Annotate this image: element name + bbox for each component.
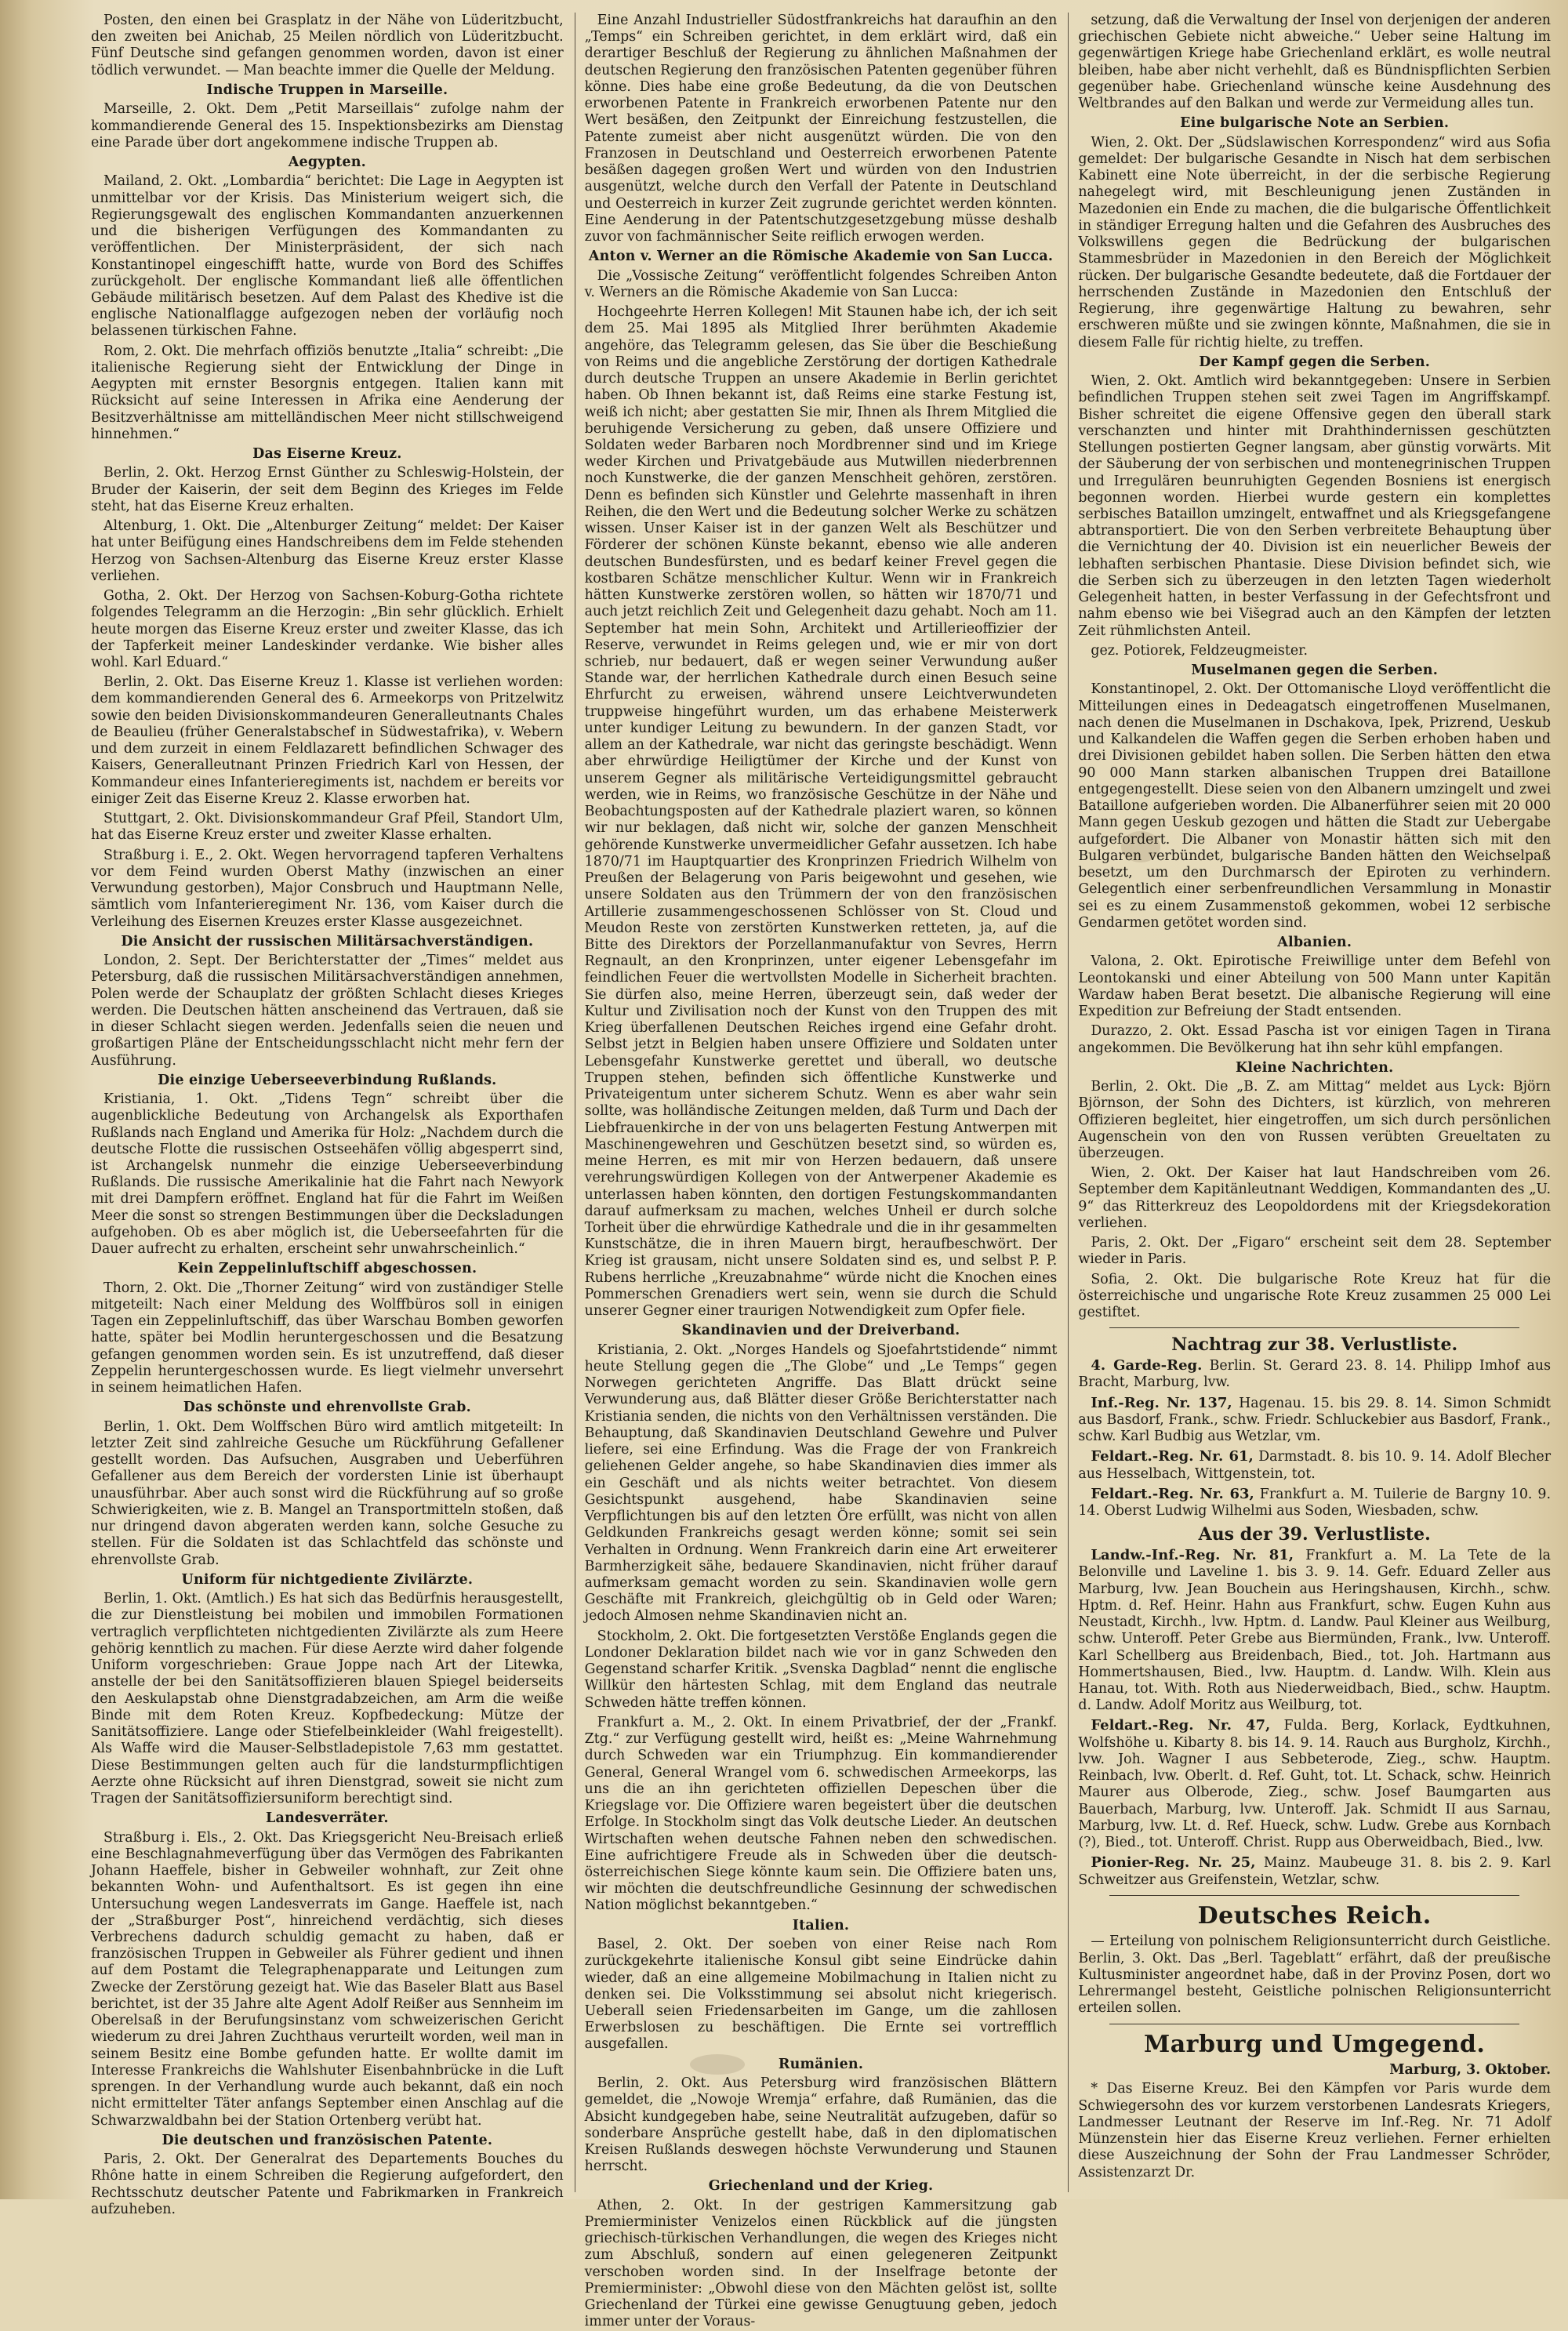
article-heading: Das schönste und ehrenvollste Grab. (183, 1400, 471, 1416)
article-heading: Das Eiserne Kreuz. (252, 446, 402, 463)
article-heading: Rumänien. (778, 2056, 864, 2072)
column-3 (1068, 13, 1551, 2192)
article (1078, 935, 1551, 1057)
article (585, 249, 1058, 1320)
article-paragraph: Straßburg i. Els., 2. Okt. Das Kriegsgericht Neu-Breisach erließ eine Beschlagnahmeverfügung über das Vermögen des Fabrikanten Johann Haeffele, bisher in Gebweiler wohnhaft, zur Zeit ohne bekannten Wohn- und Aufenthaltsort. Es ist gegen ihn eine Untersuchung wegen Landesverrats im Gange. Haeffele ist, nach der „Straßburger Post“, hinreichend verdächtig, sich dieses Verbrechens dadurch schuldig gemacht zu haben, daß er französischen Truppen in Gebweiler als Führer gedient und ihnen auf dem Postamt die Telegraphenapparate und Leitungen zum Zwecke der Zerstörung gezeigt hat. Wie das Baseler Blatt aus Basel berichtet, ist der 35 Jahre alte Agent Adolf Reißer aus Sennheim im Oberelsaß in der Berufungsinstanz vom schweizerischen Gericht wiederum zu drei Jahren Zuchthaus verurteilt worden, weil man in seinem Besitz eine Bombe gefunden hatte. Er wollte damit im Interesse Frankreichs die Wahlshuter Eisenbahnbrücke in die Luft sprengen. In der Verhandlung wurde auch bekannt, daß ein noch nicht ermittelter Täter anfangs September einen Anschlag auf die Schwarzwaldbahn bei der Station Ortenberg verübt hat. (91, 1829, 564, 2129)
casualty-entry (1078, 1448, 1551, 1482)
article-paragraph: Durazzo, 2. Okt. Essad Pascha ist vor einigen Tagen in Tirana angekommen. Die Bevölkerung hat ihn sehr kühl empfangen. (1078, 1023, 1552, 1056)
article (585, 1323, 1058, 1914)
divider (1109, 1895, 1519, 1896)
article-paragraph: Altenburg, 1. Okt. Die „Altenburger Zeitung“ meldet: Der Kaiser hat unter Beifügung eines Handschreibens dem im Felde stehenden Herzog von Sachsen-Altenburg das Eiserne Kreuz erster Klasse verliehen. (91, 518, 564, 584)
casualty-text: Hagenau. 15. bis 29. 8. 14. Simon Schmidt aus Basdorf, Frank., schw. Friedr. Schluckebier aus Basdorf, Frank., schw. Karl Budbig aus Wetzlar, vm. (1078, 1395, 1552, 1445)
article-paragraph: London, 2. Sept. Der Berichterstatter der „Times“ meldet aus Petersburg, daß die russischen Militärsachverständigen annehmen, Polen werde der Schauplatz der größten Schlacht dieses Krieges werden. Die Deutschen hätten anscheinend das Vertrauen, daß sie in dieser Schlacht siegen werden. Jedenfalls seien die neuen und großartigen Pläne der Entscheidungsschlacht nicht mehr fern der Ausführung. (91, 953, 564, 1069)
article-paragraph: setzung, daß die Verwaltung der Insel von derjenigen der anderen griechischen Gebiete nicht abweiche.“ Ueber seine Haltung im gegenwärtigen Kriege habe Griechenland erklärt, es wolle neutral bleiben, habe aber nicht verhehlt, daß es Bündnispflichten Serbien gegenüber habe. Griechenland wünsche keine Ausdehnung des Weltbrandes auf den Balkan und werde zur Vermeidung alles tun. (1078, 13, 1552, 112)
article (585, 1918, 1058, 2053)
article-heading: Kleine Nachrichten. (1235, 1059, 1394, 1076)
article-paragraph: Berlin, 2. Okt. Das Eiserne Kreuz 1. Klasse ist verliehen worden: dem kommandierenden General des 6. Armeekorps von Pritzelwitz sowie den beiden Divisionskommandeuren Generalleutnants Chales de Beaulieu (früher Generalstabschef in Südwestafrika), v. Webern und dem zurzeit in einem Feldlazarett befindlichen Schwager des Kaisers, Generalleutnant Prinzen Friedrich Karl von Hessen, der Kommandeur eines Infanterieregiments ist, nachdem er bereits vor einiger Zeit das Eiserne Kreuz 2. Klasse erworben hat. (91, 674, 564, 807)
article-paragraph: Berlin, 2. Okt. Die „B. Z. am Mittag“ meldet aus Lyck: Björn Björnson, der Sohn des Dichters, ist kürzlich, von mehreren Offizieren begleitet, hier eingetroffen, um sich durch persönlichen Augenschein von den von Russen verübten Greueltaten zu überzeugen. (1078, 1079, 1552, 1162)
article-heading: Albanien. (1277, 934, 1352, 950)
article-paragraph: Straßburg i. E., 2. Okt. Wegen hervorragend tapferen Verhaltens vor dem Feind wurden Oberst Mathy (inzwischen an einer Verwundung gestorben), Major Consbruch und Hauptmann Nelle, sämtlich vom Infanterieregiment Nr. 136, vom Kaiser durch die Verleihung des Eisernen Kreuzes erster Klasse ausgezeichnet. (91, 847, 564, 930)
casualty-unit: 4. Garde-Reg. (1091, 1357, 1203, 1374)
article-paragraph: Mailand, 2. Okt. „Lombardia“ berichtet: Die Lage in Aegypten ist unmittelbar vor der Krisis. Das Ministerium weigert sich, die Regierungsgewalt des englischen Kommandanten anzuerkennen und die bisherigen Verfügungen des Kommandanten zu veröffentlichen. Der Ministerpräsident, der sich nach Konstantinopel eingeschifft hatte, wurde von Bord des Schiffes zurückgeholt. Der englische Kommandant ließ alle öffentlichen Gebäude militärisch besetzen. Auf dem Palast des Khedive ist die englische Nationalflagge aufgezogen neben der vorläufig noch belassenen türkischen Fahne. (91, 173, 564, 339)
casualty-unit: Landw.-Inf.-Reg. Nr. 81, (1091, 1547, 1294, 1564)
article (1078, 663, 1551, 931)
casualty-text: Darmstadt. 8. bis 10. 9. 14. Adolf Blecher aus Hesselbach, Wittgenstein, tot. (1078, 1449, 1552, 1482)
article-paragraph: Hochgeehrte Herren Kollegen! Mit Staunen habe ich, der ich seit dem 25. Mai 1895 als Mitglied Ihrer berühmten Akademie angehöre, das Telegramm gelesen, das Sie über die Beschießung von Reims und die angebliche Zerstörung der dortigen Kathedrale durch deutsche Truppen an unsere Akademie in Berlin gerichtet haben. Ob Ihnen bekannt ist, daß Reims eine starke Festung ist, weiß ich nicht; aber gestatten Sie mir, Ihnen als Ihrem Mitglied die beruhigende Versicherung zu geben, daß unsere Offiziere und Soldaten weder Barbaren noch Mordbrenner sind und im Kriege weder Kirchen und Privatgebäude aus Mutwillen niederbrennen noch Kunstwerke, die der ganzen Menschheit gehören, zerstören. Denn es befinden sich Künstler und Gelehrte massenhaft in ihren Reihen, die den Wert und die Bedeutung solcher Werke zu schätzen wissen. Unser Kaiser ist in der ganzen Welt als Beschützer und Förderer der schönen Künste bekannt, ebenso wie alle anderen deutschen Bundesfürsten, und es bedarf keiner Frevel gegen die kostbaren Schätze menschlicher Kultur. Wenn wir in Frankreich hätten Kunstwerke zerstören wollen, so hätten wir 1870/71 und auch jetzt reichlich Zeit und Gelegenheit dazu gehabt. Noch am 11. September hat mein Sohn, Architekt und Artillerieoffizier der Reserve, verwundet in Reims gelegen und, wie er mir von dort schrieb, nur bedauert, daß er wegen seiner Verwundung außer Stande war, der herrlichen Kathedrale durch einen Besuch seine Ehrfurcht zu erweisen, während unsere Leichtverwundeten truppweise hingeführt wurden, um das erhabene Meisterwerk unter kundiger Leitung zu bewundern. In der ganzen Stadt, vor allem an der Kathedrale, war nicht das geringste beschädigt. Wenn aber ehrwürdige Heiligtümer der Kirche und der Kunst von unserem Gegner als militärische Verteidigungsmittel gebraucht werden, wie in Reims, wo französische Geschütze in der Nähe und Beobachtungsposten auf der Kathedrale plaziert waren, so können wir nur beklagen, daß nicht wir, solche der ganzen Menschheit gehörende Kunstwerke unvermeidlicher Gefahr aussetzen. Ich habe 1870/71 im Hauptquartier des Kronprinzen Friedrich Wilhelm von Preußen der Belagerung von Paris beigewohnt und gesehen, wie unsere Soldaten aus den Trümmern der von den französischen Artillerie zusammengeschossenen Schlösser von St. Cloud und Meudon Reste von zerstörten Kunstwerken retteten, ja, auf die Bitte des Direktors der Porzellanmanufaktur von Sevres, Herrn Regnault, an den Kronprinzen, unter eigener Lebensgefahr im feindlichen Feuer die wertvollsten Modelle in Sicherheit brachten. Sie dürfen also, meine Herren, überzeugt sein, daß weder der Kultur und Zivilisation noch der Kunst von den Truppen des mit Krieg überfallenen Deutschen Reiches irgend eine Gefahr droht. Selbst jetzt in Belgien haben unsere Offiziere und Soldaten unter Lebensgefahr Kunstwerke gerettet und überall, wo deutsche Truppen stehen, befinden sich öffentliche Kunstwerke und Privateigentum unter sicherem Schutz. Wenn es aber wahr sein sollte, was holländische Zeitungen melden, daß Turm und Dach der Liebfrauenkirche in der von uns belagerten Festung Antwerpen mit Maschinengewehren und Geschützen besetzt sind, so würden es, meine Herren, es mit mir von Herzen bedauern, daß unsere verehrungswürdigen Kollegen von der Antwerpener Akademie es unterlassen haben könnten, den dortigen Festungskommandanten darauf aufmerksam zu machen, welches Unheil er durch solche Torheit über die ehrwürdige Kathedrale und die in ihr gesammelten Kunstschätze, die in ihren Mauern birgt, heraufbeschwört. Der Krieg ist grausam, nicht unsere Soldaten sind es, und selbst P. P. Rubens herrliche „Kreuzabnahme“ würde nicht die Knochen eines Pommerschen Grenadiers wert sein, wenn sie durch die Schuld unserer Gegner einer traurigen Notwendigkeit zum Opfer fiele. (584, 304, 1058, 1320)
casualty-list-heading: Nachtrag zur 38. Verlustliste. (1171, 1334, 1458, 1356)
article (1078, 1060, 1551, 1322)
article-heading: Kein Zeppelinluftschiff abgeschossen. (177, 1261, 477, 1277)
article-paragraph: Berlin, 1. Okt. Dem Wolffschen Büro wird amtlich mitgeteilt: In letzter Zeit sind zahlreiche Gesuche um Rückführung Gefallener gestellt worden. Das Aufsuchen, Ausgraben und Ueberführen Gefallener aus dem Bereich der vordersten Linie ist überhaupt unausführbar. Aber auch sonst wird die Rückführung auf so große Schwierigkeiten, wie z. B. Mangel an Transportmitteln stoßen, daß nur dringend davon abgeraten werden kann, solche Gesuche zu stellen. Für die Soldaten ist das Schlachtfeld das schönste und ehrenvollste Grab. (91, 1418, 564, 1568)
casualty-unit: Inf.-Reg. Nr. 137, (1091, 1394, 1232, 1411)
casualty-entry (1078, 1486, 1551, 1520)
section-heading-local: Marburg und Umgegend. (1144, 2030, 1486, 2058)
casualty-unit: Feldart.-Reg. Nr. 61, (1091, 1448, 1254, 1465)
article (91, 1572, 564, 1807)
article (91, 2133, 564, 2218)
article (585, 2057, 1058, 2176)
article-heading: Griechenland und der Krieg. (708, 2178, 934, 2195)
article (91, 1261, 564, 1396)
article-heading: Muselmanen gegen die Serben. (1191, 663, 1439, 679)
article-paragraph: Berlin, 2. Okt. Aus Petersburg wird französischen Blättern gemeldet, die „Nowoje Wremja“ erfahre, daß Rumänien, das die Absicht kundgegeben habe, seine Neutralität aufzugeben, dafür so sonderbare Ansprüche gestellt habe, daß in den diplomatischen Kreisen Rußlands deswegen höchste Verwunderung und Staunen herrscht. (584, 2075, 1058, 2175)
article-paragraph: Berlin, 2. Okt. Herzog Ernst Günther zu Schleswig-Holstein, der Bruder der Kaiserin, der seit dem Beginn des Krieges im Felde steht, hat das Eiserne Kreuz erhalten. (91, 465, 564, 514)
article-paragraph: Paris, 2. Okt. Der „Figaro“ erscheint seit dem 28. September wieder in Paris. (1078, 1235, 1552, 1268)
casualty-entry (1078, 1395, 1551, 1446)
article (91, 934, 564, 1069)
casualty-text: Mainz. Maubeuge 31. 8. bis 2. 9. Karl Schweitzer aus Greifenstein, Wetzlar, schw. (1078, 1855, 1552, 1888)
column-container (91, 13, 1552, 2330)
casualty-text: Berlin. St. Gerard 23. 8. 14. Philipp Imhof aus Bracht, Marburg, lvw. (1078, 1358, 1552, 1391)
article-paragraph: Kristiania, 1. Okt. „Tidens Tegn“ schreibt über die augenblickliche Bedeutung von Archangelsk als Exporthafen Rußlands nach England und Amerika für Holz: „Nachdem durch die deutsche Flotte die russischen Ostseehäfen völlig abgesperrt sind, ist Archangelsk nunmehr die einzige Ueberseeverbindung Rußlands. Die russische Amerikalinie hat die Fahrt nach Newyork mit drei Dampfern eröffnet. England hat für die Fahrt im Weißen Meer die sonst so strengen Bestimmungen über die Decksladungen aufgehoben. Ob es aber möglich ist, die Ueberseefahrten für die Dauer aufrecht zu erhalten, erscheint sehr unwahrscheinlich.“ (91, 1091, 564, 1258)
article (585, 13, 1058, 245)
article-paragraph: Rom, 2. Okt. Die mehrfach offiziös benutzte „Italia“ schreibt: „Die italienische Regierung sieht der Entwicklung der Dinge in Aegypten mit ernster Besorgnis entgegen. Italien kann mit Rücksicht auf seine Interessen in Afrika eine Aenderung der Besitzverhältnisse am mittelländischen Meer nicht stillschweigend hinnehmen.“ (91, 343, 564, 442)
divider (1109, 1327, 1519, 1328)
article-paragraph: Gotha, 2. Okt. Der Herzog von Sachsen-Koburg-Gotha richtete folgendes Telegramm an die Herzogin: „Bin sehr glücklich. Erhielt heute morgen das Eiserne Kreuz erster und zweiter Klasse, das ich der Tapferkeit meiner Landeskinder verdanke. Wie bisher alles wohl. Karl Eduard.“ (91, 588, 564, 670)
article (91, 1400, 564, 1568)
article (91, 82, 564, 151)
article-paragraph: Kristiania, 2. Okt. „Norges Handels og Sjoefahrtstidende“ nimmt heute Stellung gegen die „The Globe“ und „Le Temps“ gegen Norwegen gerichteten Angriffe. Das Blatt drückt seine Verwunderung aus, daß Blätter dieser Größe Berichterstatter nach Kristiania senden, die nichts von den Verhältnissen verständen. Die Behauptung, daß Skandinavien Deutschland Gewehre und Pulver liefere, sei eine Erfindung. Was die Frage der von Frankreich geliehenen Gelder angehe, so habe Skandinavien dies immer als ein Geschäft und als nichts weiter betrachtet. Von diesem Gesichtspunkt ausgehend, habe Skandinavien seine Verpflichtungen bis auf den letzten Öre erfüllt, was nicht von allen Geldkunden Frankreichs gesagt werden könne; somit sei sein Verhalten in Ordnung. Wenn Frankreich darin eine Art erweiterer Barmherzigkeit sähe, bedauere Skandinavien, nicht früher darauf aufmerksam gemacht worden zu sein. Skandinavien wolle gern Geschäfte mit Frankreich, gleichgültig ob in Geld oder Waren; jedoch Almosen nehme Skandinavien nicht an. (584, 1342, 1058, 1625)
casualty-unit: Pionier-Reg. Nr. 25, (1091, 1854, 1256, 1872)
article-paragraph: Berlin, 1. Okt. (Amtlich.) Es hat sich das Bedürfnis herausgestellt, die zur Dienstleistung bei mobilen und immobilen Formationen vertraglich verpflichteten nichtgedienten Zivilärzte als zum Heere gehörig kenntlich zu machen. Für diese Aerzte wird daher folgende Uniform vorgeschrieben: Graue Joppe nach Art der Litewka, anstelle der bei den Sanitätsoffizieren blauen Spiegel beiderseits den Aeskulapstab ohne Dienstgradabzeichen, am Arm die weiße Binde mit dem Roten Kreuz. Kopfbedeckung: Mütze der Sanitätsoffiziere. Lange oder Stiefelbeinkleider (Wahl freigestellt). Als Waffe wird die Mauser-Selbstladepistole 7,63 mm gestattet. Diese Bestimmungen gelten auch für die landsturmpflichtigen Aerzte ohne Rücksicht auf ihren Dienstgrad, soweit sie nicht zum Tragen der Sanitätsoffiziersuniform berechtigt sind. (91, 1591, 564, 1807)
section-heading-reich: Deutsches Reich. (1197, 1901, 1432, 1930)
casualty-entry (1078, 1717, 1551, 1851)
casualty-text: Frankfurt a. M. La Tete de la Belonville und Laveline 1. bis 3. 9. 14. Gefr. Eduard Zeller aus Marburg, lvw. Jean Bouchein aus Heringshausen, Kirchh., schw. Hptm. d. Ref. Heinr. Hahn aus Frankfurt, schw. Eugen Kuhn aus Neustadt, Kirchh., lvw. Hptm. d. Landw. Paul Kleiner aus Weilburg, schw. Unteroff. Peter Grebe aus Biermünden, Frank., lvw. Unteroff. Karl Schellberg aus Breidenbach, Bied., tot. Joh. Hartmann aus Hommertshausen, Bied., lvw. Hauptm. d. Landw. Wilh. Klein aus Hanau, tot. With. Roth aus Niederweidbach, Bied., schw. Hauptm. d. Landw. Adolf Moritz aus Weilburg, tot. (1078, 1548, 1552, 1714)
article-paragraph: Posten, den einen bei Grasplatz in der Nähe von Lüderitzbucht, den zweiten bei Anichab, 25 Meilen nördlich von Lüderitzbucht. Fünf Deutsche sind gefangen genommen worden, davon ist einer tödlich verwundet. — Man beachte immer die Quelle der Meldung. (91, 13, 564, 78)
article (1078, 354, 1551, 659)
article-paragraph: Paris, 2. Okt. Der Generalrat des Departements Bouches du Rhône hatte in einem Schreiben die Regierung aufgefordert, den Rechtsschutz deutscher Patente und Fabrikmarken in Frankreich aufzuheben. (91, 2151, 564, 2217)
casualty-list-heading-2: Aus der 39. Verlustliste. (1198, 1524, 1431, 1545)
article-paragraph: Konstantinopel, 2. Okt. Der Ottomanische Lloyd veröffentlicht die Mitteilungen eines in Dedeagatsch eingetroffenen Muselmanen, nach denen die Muselmanen in Dschakova, Ipek, Prizrend, Ueskub und Kalkandelen die Waffen gegen die Serben erhoben haben und drei Divisionen gebildet haben sollen. Die Serben hätten den etwa 90 000 Mann starken albanischen Truppen drei Bataillone entgegengestellt. Diese seien von den Albanern umzingelt und zwei Bataillone aufgerieben worden. Die Albanerführer seien mit 20 000 Mann gegen Ueskub gezogen und hätten die Stadt zur Uebergabe aufgefordert. Die Albaner von Monastir hätten sich mit den Bulgaren verbündet, bulgarische Banden hätten den Weichselpaß besetzt, um den Durchmarsch der Epiroten zu verhindern. Gelegentlich einer serbenfreundlichen Versammlung in Monastir sei es zu einem Zusammenstoß gekommen, wobei 12 serbische Gendarmen getötet worden sind. (1078, 681, 1552, 931)
column-1 (91, 13, 564, 2217)
article-paragraph: Wien, 2. Okt. Der Kaiser hat laut Handschreiben vom 26. September dem Kapitänleutnant Weddigen, Kommandanten des „U. 9“ das Ritterkreuz des Leopoldordens mit der Kriegsdekoration verliehen. (1078, 1165, 1552, 1231)
article-heading: Die deutschen und französischen Patente. (162, 2132, 493, 2148)
article-paragraph: Wien, 2. Okt. Amtlich wird bekanntgegeben: Unsere in Serbien befindlichen Truppen stehen seit zwei Tagen im Angriffskampf. Bisher schreitet die eigene Offensive gegen den überall stark verschanzten und hinter mit Drahthindernissen geschützten Stellungen postierten Gegner langsam, aber günstig vorwärts. Mit der Säuberung der von serbischen und montenegrinischen Truppen und Irregulären beunruhigten Gegenden Bosniens ist energisch begonnen worden. Hierbei wurde gestern ein komplettes serbisches Bataillon umzingelt, entwaffnet und als Kriegsgefangene abtransportiert. Die von den Serben verbreitete Behauptung über die Vernichtung der 40. Division ist ein neuerlicher Beweis der lebhaften serbischen Phantasie. Diese Division befindet sich, wie die Serben sich zu überzeugen in den letzten Tagen wiederholt Gelegenheit hatten, in bester Verfassung in der Gefechtsfront und nahm ebenso wie bei Višegrad auch an den Kämpfen der letzten Zeit rühmlichsten Anteil. (1078, 373, 1552, 639)
article-paragraph: Frankfurt a. M., 2. Okt. In einem Privatbrief, der der „Frankf. Ztg.“ zur Verfügung gestellt wird, heißt es: „Meine Wahrnehmung durch Schweden war ein Triumphzug. Ein kommandierender General, General Wrangel vom 6. schwedischen Armeekorps, las uns die an ihn gerichteten offiziellen Depeschen über die Kriegslage vor. Die Offiziere waren begeistert über die deutschen Erfolge. In Stockholm singt das Volk deutsche Lieder. An deutschen Wirtschaften wehen deutsche Fahnen neben den schwedischen. Eine aufrichtigere Freude als in Schweden über die deutsch-österreichischen Siege könnte kaum sein. Die Offiziere baten uns, wir möchten die deutschfreundliche Gesinnung der schwedischen Nation möglichst bekanntgeben.“ (584, 1714, 1058, 1914)
article-paragraph: Die „Vossische Zeitung“ veröffentlicht folgendes Schreiben Anton v. Werners an die Römische Akademie von San Lucca: (584, 267, 1058, 300)
article-paragraph: Athen, 2. Okt. In der gestrigen Kammersitzung gab Premierminister Venizelos einen Rückblick auf die jüngsten griechisch-türkischen Verhandlungen, die wegen des Krieges nicht zum Abschluß, sondern auf einen gelegeneren Zeitpunkt verschoben worden sind. In der Inselfrage betonte der Premierminister: „Obwohl diese von den Mächten gelöst ist, sollte Griechenland der Türkei eine gewisse Genugtuung geben, jedoch immer unter der Voraus- (584, 2197, 1058, 2330)
article-paragraph: Sofia, 2. Okt. Die bulgarische Rote Kreuz hat für die österreichische und ungarische Rote Kreuz zusammen 25 000 Lei gestiftet. (1078, 1271, 1552, 1321)
article-heading: Die einzige Ueberseeverbindung Rußlands. (158, 1072, 497, 1088)
casualty-text: Frankfurt a. M. Tuilerie de Bargny 10. 9. 14. Oberst Ludwig Wilhelmi aus Soden, Wiesbaden, schw. (1078, 1486, 1552, 1520)
article-heading: Eine bulgarische Note an Serbien. (1180, 115, 1450, 132)
article (91, 1073, 564, 1258)
article-paragraph: Stuttgart, 2. Okt. Divisionskommandeur Graf Pfeil, Standort Ulm, hat das Eiserne Kreuz erster und zweiter Klasse erhalten. (91, 811, 564, 844)
article-heading: Skandinavien und der Dreiverband. (681, 1323, 960, 1339)
article (1078, 115, 1551, 350)
casualty-unit: Feldart.-Reg. Nr. 47, (1091, 1717, 1271, 1734)
article (91, 1810, 564, 2129)
casualty-text: Fulda. Berg, Korlack, Eydtkuhnen, Wolfshöhe u. Kibarty 8. bis 14. 9. 14. Rauch aus Burgholz, Kirchh., lvw. Joh. Wagner I aus Sebbeterode, Zieg., schw. Hauptm. Reinbach, lvw. Oberlt. d. Ref. Guht, tot. Lt. Schack, schw. Heinrich Maurer aus Olberode, Zieg., schw. Josef Baumgarten aus Bauerbach, Marburg, lvw. Unteroff. Jak. Schmidt II aus Sarnau, Marburg, lvw. Lt. d. Ref. Hueck, schw. Ludw. Grebe aus Kornbach (?), Bied., tot. Unteroff. Christ. Rupp aus Oberweidbach, Bied., lvw. (1078, 1718, 1552, 1851)
article (585, 2178, 1058, 2330)
article-paragraph: Thorn, 2. Okt. Die „Thorner Zeitung“ wird von zuständiger Stelle mitgeteilt: Nach einer Meldung des Wolffbüros soll in einigen Tagen ein Zeppelinluftschiff, das über Warschau Bomben geworfen hatte, später bei Modlin heruntergeschossen und die Besatzung gefangen genommen worden sein. Es ist unzutreffend, daß dieser Zeppelin heruntergeschossen wurde. Es liegt vielmehr unversehrt in seinem heimatlichen Hafen. (91, 1280, 564, 1396)
article-paragraph: Wien, 2. Okt. Der „Südslawischen Korrespondenz“ wird aus Sofia gemeldet: Der bulgarische Gesandte in Nisch hat dem serbischen Kabinett eine Note überreicht, in der die serbische Regierung nahegelegt wird, mit Beschleunigung jenen Zuständen in Mazedonien ein Ende zu machen, die die bulgarische Öffentlichkeit in ständiger Erregung halten und die Gefahren des Ausbruches des Volkswillens gegen die Bedrückung der bulgarischen Stammesbrüder in Mazedonien in den Bereich der Möglichkeit rücken. Der bulgarische Gesandte bedeutete, daß die Fortdauer der herrschenden Zustände in Mazedonien den Entschluß der Regierung, ihre gegenwärtige Haltung zu bewahren, sehr erschweren müßte und sie zwingen könnte, Maßnahmen, die sie in diesem Falle für richtig hielte, zu treffen. (1078, 134, 1552, 350)
article-paragraph: * Das Eiserne Kreuz. Bei den Kämpfen vor Paris wurde dem Schwiegersohn des vor kurzem verstorbenen Landesrats Kriegers, Landmesser Leutnant der Reserve im Inf.-Reg. Nr. 71 Adolf Münzenstein hier das Eiserne Kreuz verliehen. Ferner erhielten diese Auszeichnung der Sohn der Frau Landmesser Schröder, Assistenzarzt Dr. (1078, 2081, 1552, 2180)
article (91, 13, 564, 79)
article (91, 446, 564, 931)
article-paragraph: — Erteilung von polnischem Religionsunterricht durch Geistliche. Berlin, 3. Okt. Das „Berl. Tageblatt“ erfährt, daß der preußische Kultusminister angeordnet habe, daß in der Provinz Posen, dort wo Lehrermangel besteht, Geistliche polnischen Religionsunterricht erteilen sollen. (1078, 1933, 1552, 2017)
article-paragraph: Marseille, 2. Okt. Dem „Petit Marseillais“ zufolge nahm der kommandierende General des 15. Inspektionsbezirks am Dienstag eine Parade über dort angekommene indische Truppen ab. (91, 101, 564, 151)
casualty-entry (1078, 1357, 1551, 1391)
article-heading: Landesverräter. (266, 1810, 389, 1827)
article (1078, 2081, 1551, 2180)
article-paragraph: gez. Potiorek, Feldzeugmeister. (1091, 642, 1308, 659)
article-paragraph: Stockholm, 2. Okt. Die fortgesetzten Verstöße Englands gegen die Londoner Deklaration bildet nach wie vor in ganz Schweden den Gegenstand scharfer Kritik. „Svenska Dagblad“ nennt die englische Willkür den härtesten Schlag, mit dem England das neutrale Schweden hätte treffen können. (584, 1628, 1058, 1711)
casualty-entry (1078, 1854, 1551, 1888)
dateline: Marburg, 3. Oktober. (1389, 2062, 1552, 2079)
article (91, 154, 564, 443)
article-heading: Uniform für nichtgediente Zivilärzte. (181, 1571, 474, 1588)
column-2 (575, 13, 1058, 2330)
article-heading: Der Kampf gegen die Serben. (1199, 354, 1431, 370)
article-heading: Aegypten. (288, 154, 366, 170)
casualty-entry (1078, 1547, 1551, 1714)
article-paragraph: Valona, 2. Okt. Epirotische Freiwillige unter dem Befehl von Leontokanski und einer Abteilung von 500 Mann unter Kapitän Wardaw haben Berat besetzt. Die albanische Regierung will eine Expedition zur Befreiung der Stadt entsenden. (1078, 953, 1552, 1020)
article-paragraph: Basel, 2. Okt. Der soeben von einer Reise nach Rom zurückgekehrte italienische Konsul gibt seine Eindrücke dahin wieder, daß an eine allgemeine Mobilmachung in Italien nicht zu denken sei. Die Volksstimmung sei absolut nicht kriegerisch. Ueberall seien Friedensarbeiten im Gange, um die zahllosen Erwerbslosen zu beschäftigen. Die Ernte sei vortrefflich ausgefallen. (584, 1937, 1058, 2053)
article (1078, 1933, 1551, 2017)
article-heading: Anton v. Werner an die Römische Akademie von San Lucca. (588, 249, 1054, 265)
article-heading: Die Ansicht der russischen Militärsachverständigen. (121, 933, 534, 949)
casualty-unit: Feldart.-Reg. Nr. 63, (1091, 1485, 1254, 1502)
article (1078, 13, 1551, 112)
article-heading: Italien. (792, 1917, 850, 1933)
article-paragraph: Eine Anzahl Industrieller Südostfrankreichs hat daraufhin an den „Temps“ ein Schreiben gerichtet, in dem erklärt wird, daß ein derartiger Beschluß der Regierung zu ähnlichen Maßnahmen der deutschen Regierung den französischen Patenten gegenüber führen könne. Dies habe eine große Bedeutung, da die von Deutschen erworbenen Patente in Frankreich erworbenen Patente nur den Wert besäßen, den Zeitpunkt der Einreichung festzustellen, die Patente zumeist aber nicht ausgenützt würden. Die von den Franzosen in Deutschland und Oesterreich erworbenen Patente besäßen dagegen großen Wert und würden von den Industrien ausgenützt, welche durch den Verfall der Patente in Deutschland und Oesterreich in kurzer Zeit zugrunde gerichtet werden könnten. Eine Aenderung in der Patentschutzgesetzgebung müsse deshalb zuvor von fachmännischer Seite reiflich erwogen werden. (584, 13, 1058, 245)
article-heading: Indische Truppen in Marseille. (206, 82, 448, 98)
